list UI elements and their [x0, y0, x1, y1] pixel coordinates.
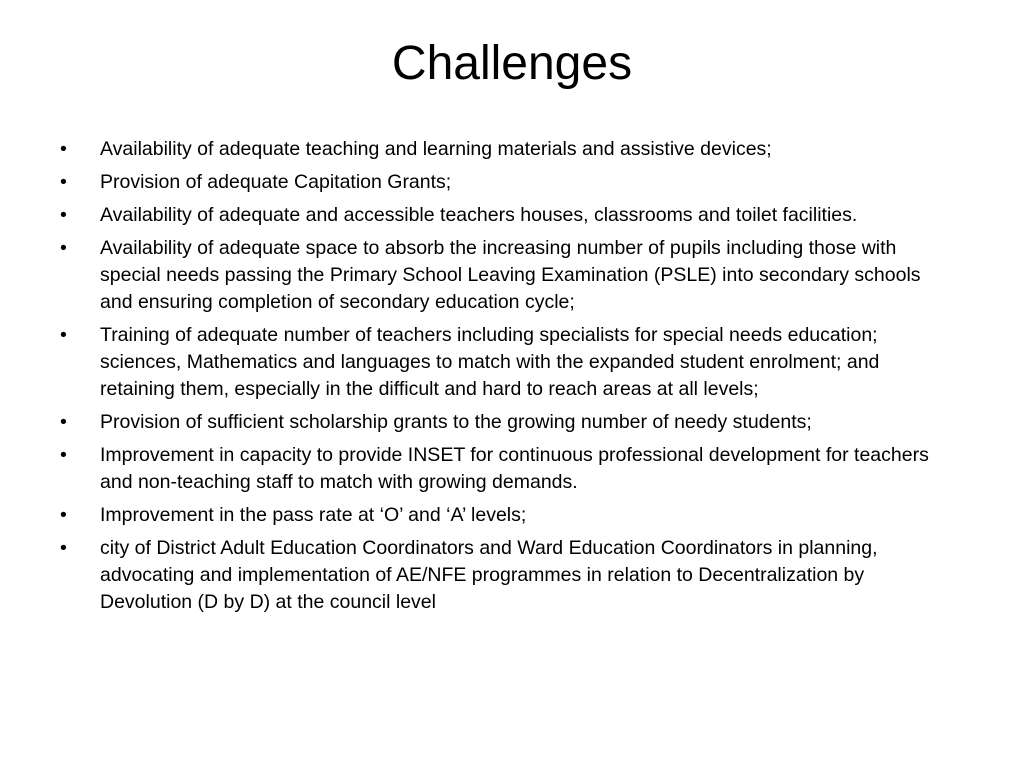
- bullet-list: [60, 136, 950, 622]
- bullet-text: Availability of adequate space to absorb the increasing number of pupils including those with special needs passing the Primary School Leaving Examination (PSLE) into secondary schools and ensuring completion of secondary education cycle;: [100, 237, 921, 313]
- bullet-text: Improvement in capacity to provide INSET for continuous professional development for teachers and non-teaching staff to match with growing demands.: [100, 444, 929, 493]
- bullet-item: [60, 202, 950, 229]
- bullet-icon: •: [60, 324, 67, 346]
- bullet-icon: •: [60, 171, 67, 193]
- bullet-item: [60, 169, 950, 196]
- bullet-item: [60, 535, 950, 616]
- bullet-icon: •: [60, 138, 67, 160]
- bullet-item: [60, 322, 950, 403]
- bullet-item: [60, 235, 950, 316]
- bullet-icon: •: [60, 537, 67, 559]
- bullet-text: Improvement in the pass rate at ‘O’ and ‘A’ levels;: [100, 504, 527, 526]
- bullet-icon: •: [60, 411, 67, 433]
- bullet-icon: •: [60, 504, 67, 526]
- bullet-icon: •: [60, 237, 67, 259]
- bullet-icon: •: [60, 204, 67, 226]
- bullet-text: Training of adequate number of teachers including specialists for special needs education; sciences, Mathematics and languages to match with the expanded student enrolment; and retaining them, especially in the difficult and hard to reach areas at all levels;: [100, 324, 880, 400]
- bullet-text: Provision of sufficient scholarship grants to the growing number of needy students;: [100, 411, 812, 433]
- bullet-text: city of District Adult Education Coordinators and Ward Education Coordinators in planning, advocating and implementation of AE/NFE programmes in relation to Decentralization by Devolution (D by D) at the council level: [100, 537, 878, 613]
- bullet-item: [60, 502, 950, 529]
- bullet-text: Availability of adequate teaching and learning materials and assistive devices;: [100, 138, 772, 160]
- bullet-item: [60, 136, 950, 163]
- bullet-icon: •: [60, 444, 67, 466]
- bullet-item: [60, 442, 950, 496]
- bullet-item: [60, 409, 950, 436]
- bullet-text: Availability of adequate and accessible teachers houses, classrooms and toilet facilities.: [100, 204, 858, 226]
- slide-title: Challenges: [391, 37, 633, 90]
- bullet-text: Provision of adequate Capitation Grants;: [100, 171, 452, 193]
